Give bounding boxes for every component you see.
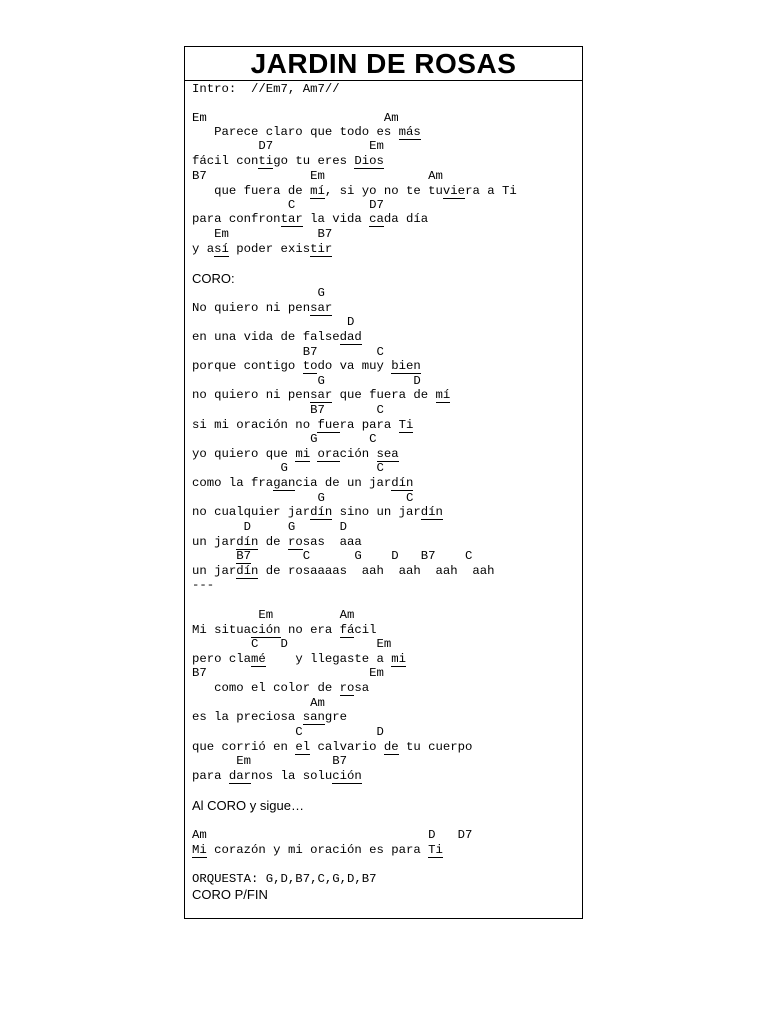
- stressed-syllable: gan: [273, 476, 296, 490]
- song-line: como el color de rosa: [192, 681, 370, 695]
- stressed-syllable: sar: [310, 301, 333, 315]
- song-line: Mi situación no era fácil: [192, 623, 377, 637]
- stressed-syllable: ro: [339, 681, 355, 695]
- song-line: Em Am: [192, 111, 399, 125]
- stressed-syllable: fue: [317, 418, 340, 432]
- song-line: D: [192, 315, 355, 329]
- stressed-syllable: mi: [391, 652, 407, 666]
- stressed-syllable: mí: [310, 184, 325, 198]
- song-line: no quiero ni pensar que fuera de mí: [192, 388, 451, 402]
- song-line: Parece claro que todo es más: [192, 125, 421, 139]
- song-line: G C: [192, 491, 414, 505]
- stressed-syllable: dín: [391, 476, 414, 490]
- song-line: pero clamé y llegaste a mi: [192, 652, 407, 666]
- stressed-syllable: sea: [376, 447, 399, 461]
- song-line: Em B7: [192, 754, 347, 768]
- song-line: que fuera de mí, si yo no te tuviera a Ti: [192, 184, 517, 198]
- stressed-syllable: Ti: [428, 843, 443, 857]
- stressed-syllable: dín: [310, 505, 333, 519]
- song-line: Am: [192, 696, 325, 710]
- song-line: B7 C: [192, 403, 384, 417]
- stressed-syllable: sí: [214, 242, 229, 256]
- song-line: como la fragancia de un jardín: [192, 476, 414, 490]
- stressed-syllable: to: [302, 359, 318, 373]
- stressed-syllable: mé: [251, 652, 266, 666]
- stressed-syllable: bien: [391, 359, 421, 373]
- song-line: Mi corazón y mi oración es para Ti: [192, 843, 443, 857]
- song-line: B7 C: [192, 345, 384, 359]
- song-line: porque contigo todo va muy bien: [192, 359, 421, 373]
- stressed-syllable: dad: [339, 330, 362, 344]
- stressed-syllable: dín: [420, 505, 443, 519]
- song-line: si mi oración no fuera para Ti: [192, 418, 414, 432]
- song-line: y así poder existir: [192, 242, 333, 256]
- song-line: D G D: [192, 520, 347, 534]
- song-line: un jardín de rosaaaas aah aah aah aah: [192, 564, 495, 578]
- song-sheet: [184, 46, 583, 919]
- song-line: ORQUESTA: G,D,B7,C,G,D,B7: [192, 872, 377, 886]
- song-line: Em Am: [192, 608, 355, 622]
- song-line: C D Em: [192, 637, 392, 651]
- song-line: fácil contigo tu eres Dios: [192, 154, 384, 168]
- song-line: para darnos la solución: [192, 769, 362, 783]
- stressed-syllable: Ti: [398, 418, 414, 432]
- stressed-syllable: más: [398, 125, 421, 139]
- song-title: JARDIN DE ROSAS: [185, 47, 582, 81]
- stressed-syllable: Mi: [192, 843, 207, 857]
- song-line: C D: [192, 725, 384, 739]
- stressed-syllable: el: [295, 740, 311, 754]
- stressed-syllable: sar: [310, 388, 333, 402]
- song-line: en una vida de falsedad: [192, 330, 362, 344]
- song-line: ---: [192, 578, 215, 592]
- stressed-syllable: de: [383, 740, 399, 754]
- stressed-syllable: tar: [280, 212, 303, 226]
- stressed-syllable: dín: [236, 535, 259, 549]
- stressed-syllable: ción: [251, 623, 281, 637]
- stressed-syllable: ti: [258, 154, 274, 168]
- song-line: que corrió en el calvario de tu cuerpo: [192, 740, 473, 754]
- song-line: un jardín de rosas aaa: [192, 535, 362, 549]
- stressed-syllable: dar: [228, 769, 252, 783]
- song-line: Em B7: [192, 227, 333, 241]
- stressed-syllable: ro: [287, 535, 303, 549]
- section-label: CORO P/FIN: [192, 887, 268, 902]
- stressed-syllable: dín: [236, 564, 259, 578]
- song-line: para confrontar la vida cada día: [192, 212, 429, 226]
- stressed-syllable: B7: [236, 549, 252, 563]
- stressed-syllable: ción: [332, 769, 362, 783]
- stressed-syllable: Dios: [354, 154, 384, 168]
- stressed-syllable: mi: [295, 447, 311, 461]
- song-line: B7 C G D B7 C: [236, 549, 473, 563]
- stressed-syllable: fá: [339, 623, 355, 637]
- stressed-syllable: san: [302, 710, 325, 724]
- stressed-syllable: vie: [442, 184, 466, 198]
- section-label: CORO:: [192, 271, 235, 286]
- song-line: no cualquier jardín sino un jardín: [192, 505, 443, 519]
- song-line: D7 Em: [192, 139, 384, 153]
- song-line: es la preciosa sangre: [192, 710, 347, 724]
- song-line: G D: [192, 374, 421, 388]
- stressed-syllable: tir: [310, 242, 333, 256]
- song-line: Am D D7: [192, 828, 473, 842]
- stressed-syllable: ora: [317, 447, 340, 461]
- song-line: C D7: [192, 198, 384, 212]
- song-line: No quiero ni pensar: [192, 301, 333, 315]
- song-line: Intro: //Em7, Am7//: [192, 82, 340, 96]
- song-line: yo quiero que mi oración sea: [192, 447, 399, 461]
- song-line: B7 Em: [192, 666, 384, 680]
- song-line: G C: [192, 432, 377, 446]
- song-line: B7 Em Am: [192, 169, 443, 183]
- stressed-syllable: mí: [435, 388, 451, 402]
- stressed-syllable: ca: [369, 212, 384, 226]
- section-label: Al CORO y sigue…: [192, 798, 304, 813]
- song-line: G C: [192, 461, 384, 475]
- song-line: G: [192, 286, 325, 300]
